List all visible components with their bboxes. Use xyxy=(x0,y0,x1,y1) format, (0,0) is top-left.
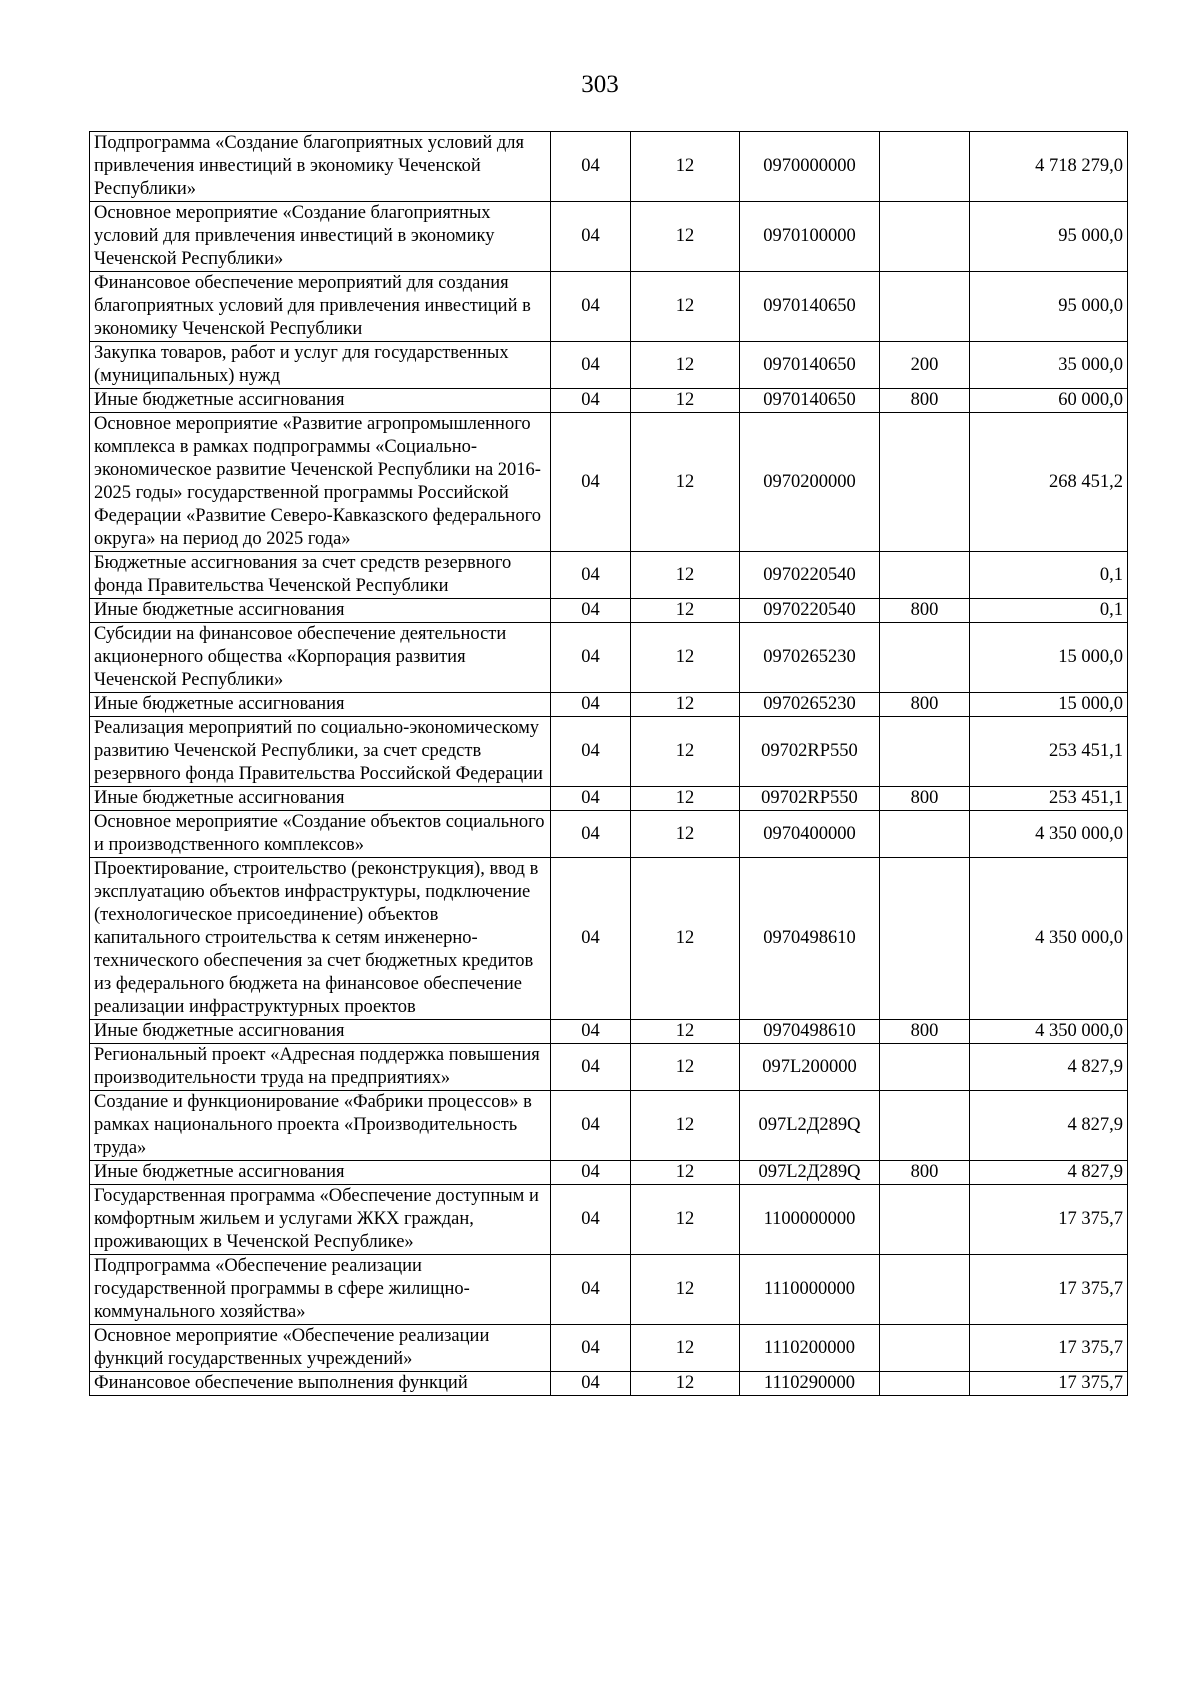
row-subsection: 12 xyxy=(631,787,740,811)
row-expense-type: 200 xyxy=(880,342,970,389)
row-target-article: 1100000000 xyxy=(740,1185,880,1255)
table-row xyxy=(90,599,1128,623)
row-target-article: 1110000000 xyxy=(740,1255,880,1325)
row-name: Иные бюджетные ассигнования xyxy=(90,1020,551,1044)
row-name: Основное мероприятие «Обеспечение реализации функций государственных учреждений» xyxy=(90,1325,551,1372)
row-name: Основное мероприятие «Создание благоприятных условий для привлечения инвестиций в экономику Чеченской Республики» xyxy=(90,202,551,272)
page-number: 303 xyxy=(581,71,619,98)
row-section: 04 xyxy=(551,811,631,858)
row-amount: 35 000,0 xyxy=(970,342,1128,389)
table-row xyxy=(90,1020,1128,1044)
row-section: 04 xyxy=(551,623,631,693)
row-amount: 253 451,1 xyxy=(970,717,1128,787)
budget-table xyxy=(89,131,1128,1396)
row-target-article: 0970140650 xyxy=(740,389,880,413)
row-expense-type xyxy=(880,1325,970,1372)
row-name: Региональный проект «Адресная поддержка повышения производительности труда на предприятиях» xyxy=(90,1044,551,1091)
row-target-article: 097L2Д289Q xyxy=(740,1091,880,1161)
row-amount: 4 350 000,0 xyxy=(970,1020,1128,1044)
row-expense-type xyxy=(880,717,970,787)
row-section: 04 xyxy=(551,1161,631,1185)
row-expense-type: 800 xyxy=(880,389,970,413)
table-row xyxy=(90,272,1128,342)
row-amount: 4 718 279,0 xyxy=(970,132,1128,202)
row-amount: 253 451,1 xyxy=(970,787,1128,811)
table-row xyxy=(90,1161,1128,1185)
table-row xyxy=(90,717,1128,787)
row-section: 04 xyxy=(551,858,631,1020)
row-target-article: 097L2Д289Q xyxy=(740,1161,880,1185)
row-expense-type: 800 xyxy=(880,1020,970,1044)
table-row xyxy=(90,202,1128,272)
row-name: Иные бюджетные ассигнования xyxy=(90,787,551,811)
row-amount: 4 350 000,0 xyxy=(970,858,1128,1020)
row-name: Подпрограмма «Обеспечение реализации государственной программы в сфере жилищно-коммунального хозяйства» xyxy=(90,1255,551,1325)
row-subsection: 12 xyxy=(631,552,740,599)
table-row xyxy=(90,811,1128,858)
row-amount: 17 375,7 xyxy=(970,1255,1128,1325)
row-target-article: 0970265230 xyxy=(740,693,880,717)
row-amount: 17 375,7 xyxy=(970,1185,1128,1255)
row-amount: 4 827,9 xyxy=(970,1091,1128,1161)
table-row xyxy=(90,1044,1128,1091)
row-name: Закупка товаров, работ и услуг для государственных (муниципальных) нужд xyxy=(90,342,551,389)
row-section: 04 xyxy=(551,552,631,599)
row-target-article: 1110200000 xyxy=(740,1325,880,1372)
row-expense-type xyxy=(880,272,970,342)
row-target-article: 0970100000 xyxy=(740,202,880,272)
row-amount: 95 000,0 xyxy=(970,272,1128,342)
row-subsection: 12 xyxy=(631,1020,740,1044)
table-row xyxy=(90,1372,1128,1396)
row-amount: 15 000,0 xyxy=(970,693,1128,717)
row-expense-type xyxy=(880,552,970,599)
row-target-article: 0970140650 xyxy=(740,342,880,389)
row-section: 04 xyxy=(551,693,631,717)
table-row xyxy=(90,858,1128,1020)
row-name: Основное мероприятие «Развитие агропромышленного комплекса в рамках подпрограммы «Социально-экономическое развитие Чеченской Республики на 2016-2025 годы» государственной программы Российской Федерации «Развитие Северо-Кавказского федерального округа» на период до 2025 года» xyxy=(90,413,551,552)
row-amount: 60 000,0 xyxy=(970,389,1128,413)
table-row xyxy=(90,623,1128,693)
row-target-article: 0970220540 xyxy=(740,599,880,623)
row-amount: 15 000,0 xyxy=(970,623,1128,693)
table-row xyxy=(90,693,1128,717)
row-expense-type xyxy=(880,1372,970,1396)
row-section: 04 xyxy=(551,787,631,811)
row-subsection: 12 xyxy=(631,1091,740,1161)
row-amount: 0,1 xyxy=(970,599,1128,623)
row-expense-type xyxy=(880,1255,970,1325)
row-target-article: 097L200000 xyxy=(740,1044,880,1091)
row-amount: 17 375,7 xyxy=(970,1372,1128,1396)
row-target-article: 0970000000 xyxy=(740,132,880,202)
row-expense-type: 800 xyxy=(880,1161,970,1185)
table-row xyxy=(90,132,1128,202)
row-expense-type: 800 xyxy=(880,787,970,811)
table-row xyxy=(90,1091,1128,1161)
row-expense-type xyxy=(880,811,970,858)
row-section: 04 xyxy=(551,1044,631,1091)
row-subsection: 12 xyxy=(631,693,740,717)
row-subsection: 12 xyxy=(631,202,740,272)
row-subsection: 12 xyxy=(631,272,740,342)
row-name: Основное мероприятие «Создание объектов социального и производственного комплексов» xyxy=(90,811,551,858)
row-target-article: 0970140650 xyxy=(740,272,880,342)
row-name: Иные бюджетные ассигнования xyxy=(90,693,551,717)
row-subsection: 12 xyxy=(631,858,740,1020)
row-expense-type xyxy=(880,1044,970,1091)
row-target-article: 0970220540 xyxy=(740,552,880,599)
row-name: Подпрограмма «Создание благоприятных условий для привлечения инвестиций в экономику Чеченской Республики» xyxy=(90,132,551,202)
row-section: 04 xyxy=(551,1185,631,1255)
row-name: Проектирование, строительство (реконструкция), ввод в эксплуатацию объектов инфраструктуры, подключение (технологическое присоединение) объектов капитального строительства к сетям инженерно-технического обеспечения за счет бюджетных кредитов из федерального бюджета на финансовое обеспечение реализации инфраструктурных проектов xyxy=(90,858,551,1020)
row-expense-type xyxy=(880,1091,970,1161)
table-row xyxy=(90,1185,1128,1255)
row-subsection: 12 xyxy=(631,1185,740,1255)
table-row xyxy=(90,1255,1128,1325)
row-section: 04 xyxy=(551,1091,631,1161)
row-amount: 4 827,9 xyxy=(970,1161,1128,1185)
row-subsection: 12 xyxy=(631,623,740,693)
row-target-article: 09702RP550 xyxy=(740,787,880,811)
row-name: Финансовое обеспечение мероприятий для создания благоприятных условий для привлечения инвестиций в экономику Чеченской Республики xyxy=(90,272,551,342)
row-subsection: 12 xyxy=(631,342,740,389)
row-name: Субсидии на финансовое обеспечение деятельности акционерного общества «Корпорация развития Чеченской Республики» xyxy=(90,623,551,693)
row-subsection: 12 xyxy=(631,132,740,202)
row-expense-type: 800 xyxy=(880,599,970,623)
row-section: 04 xyxy=(551,1255,631,1325)
row-section: 04 xyxy=(551,202,631,272)
row-amount: 95 000,0 xyxy=(970,202,1128,272)
row-subsection: 12 xyxy=(631,1372,740,1396)
row-name: Иные бюджетные ассигнования xyxy=(90,599,551,623)
row-name: Финансовое обеспечение выполнения функций xyxy=(90,1372,551,1396)
row-subsection: 12 xyxy=(631,811,740,858)
row-expense-type: 800 xyxy=(880,693,970,717)
row-section: 04 xyxy=(551,1372,631,1396)
row-target-article: 1110290000 xyxy=(740,1372,880,1396)
row-subsection: 12 xyxy=(631,389,740,413)
table-row xyxy=(90,342,1128,389)
row-target-article: 0970498610 xyxy=(740,858,880,1020)
row-name: Государственная программа «Обеспечение доступным и комфортным жильем и услугами ЖКХ граждан, проживающих в Чеченской Республике» xyxy=(90,1185,551,1255)
row-name: Иные бюджетные ассигнования xyxy=(90,389,551,413)
row-section: 04 xyxy=(551,132,631,202)
row-subsection: 12 xyxy=(631,1325,740,1372)
row-subsection: 12 xyxy=(631,413,740,552)
row-subsection: 12 xyxy=(631,1255,740,1325)
row-target-article: 0970200000 xyxy=(740,413,880,552)
row-amount: 0,1 xyxy=(970,552,1128,599)
row-section: 04 xyxy=(551,413,631,552)
row-target-article: 0970265230 xyxy=(740,623,880,693)
row-expense-type xyxy=(880,623,970,693)
row-expense-type xyxy=(880,413,970,552)
row-section: 04 xyxy=(551,717,631,787)
row-amount: 4 827,9 xyxy=(970,1044,1128,1091)
row-name: Иные бюджетные ассигнования xyxy=(90,1161,551,1185)
row-amount: 4 350 000,0 xyxy=(970,811,1128,858)
row-expense-type xyxy=(880,858,970,1020)
row-target-article: 0970400000 xyxy=(740,811,880,858)
row-target-article: 0970498610 xyxy=(740,1020,880,1044)
row-section: 04 xyxy=(551,389,631,413)
row-section: 04 xyxy=(551,342,631,389)
row-amount: 17 375,7 xyxy=(970,1325,1128,1372)
table-row xyxy=(90,787,1128,811)
row-name: Реализация мероприятий по социально-экономическому развитию Чеченской Республики, за счет средств резервного фонда Правительства Российской Федерации xyxy=(90,717,551,787)
row-section: 04 xyxy=(551,599,631,623)
table-row xyxy=(90,389,1128,413)
row-expense-type xyxy=(880,202,970,272)
table-row xyxy=(90,552,1128,599)
row-section: 04 xyxy=(551,272,631,342)
row-expense-type xyxy=(880,132,970,202)
row-subsection: 12 xyxy=(631,599,740,623)
row-subsection: 12 xyxy=(631,1044,740,1091)
table-row xyxy=(90,1325,1128,1372)
row-expense-type xyxy=(880,1185,970,1255)
row-name: Создание и функционирование «Фабрики процессов» в рамках национального проекта «Производительность труда» xyxy=(90,1091,551,1161)
row-amount: 268 451,2 xyxy=(970,413,1128,552)
table-row xyxy=(90,413,1128,552)
row-section: 04 xyxy=(551,1325,631,1372)
row-name: Бюджетные ассигнования за счет средств резервного фонда Правительства Чеченской Республики xyxy=(90,552,551,599)
row-subsection: 12 xyxy=(631,717,740,787)
row-section: 04 xyxy=(551,1020,631,1044)
row-target-article: 09702RP550 xyxy=(740,717,880,787)
row-subsection: 12 xyxy=(631,1161,740,1185)
